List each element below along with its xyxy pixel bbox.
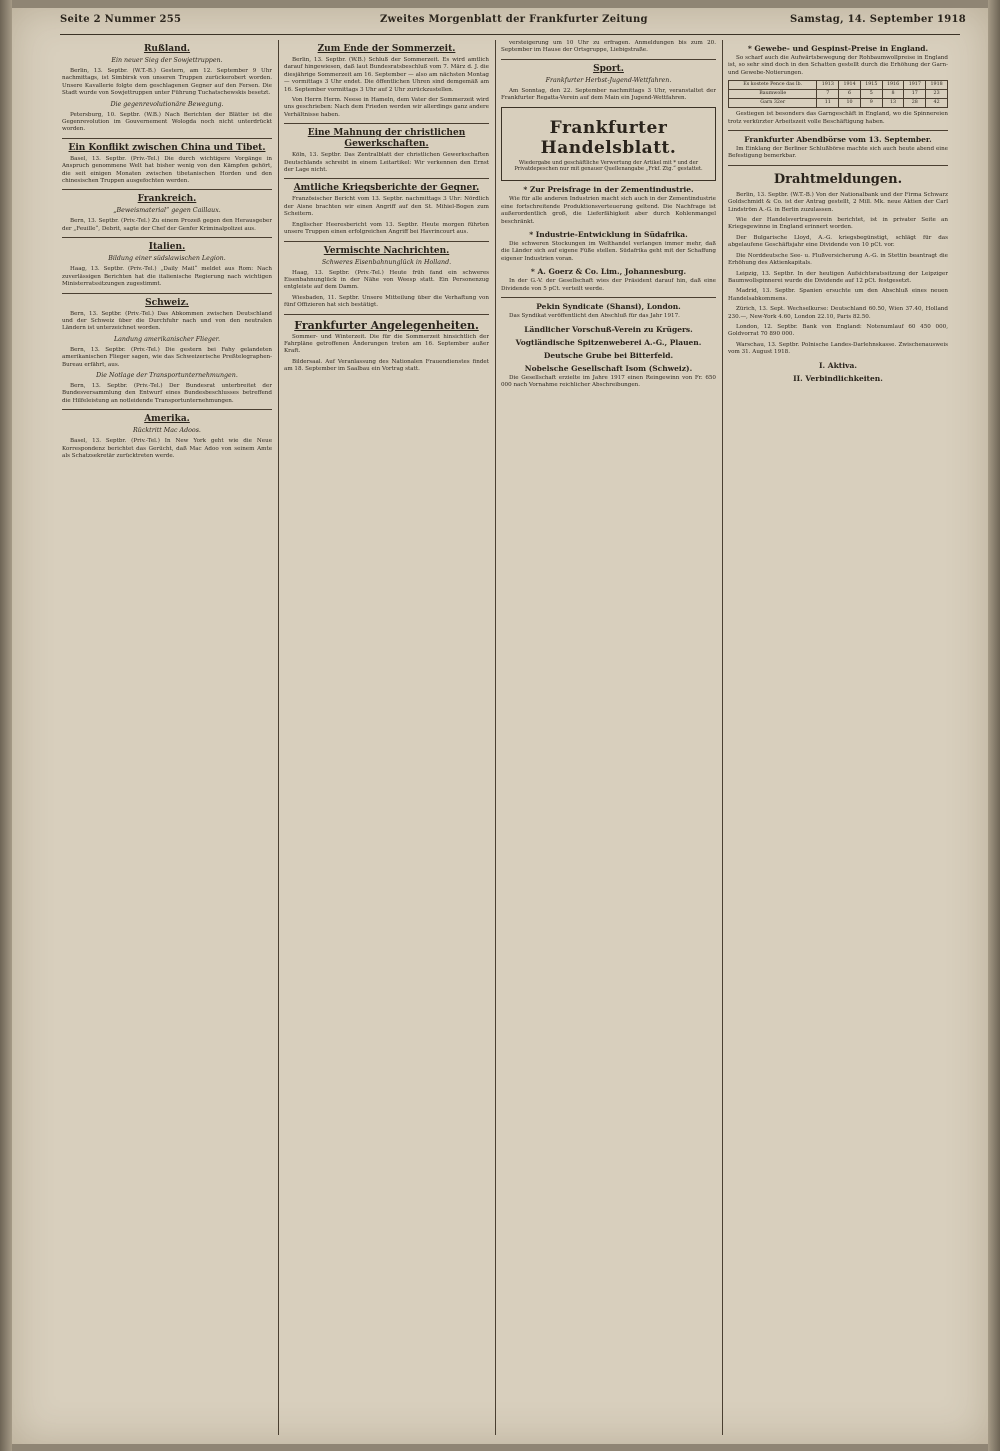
article-text: In der G.-V. der Gesellschaft wies der Präsident darauf hin, daß eine Dividende von 5 pCt. verteilt werde. [501,278,716,292]
article-text: Madrid, 13. Septbr. Spanien ersuchte um den Abschluß eines neuen Handelsabkommens. [728,288,948,302]
section-title: Vermischte Nachrichten. [323,245,450,256]
section-title: I. Aktiva. [819,360,857,370]
section-subtitle: Bildung einer südslawischen Legion. [108,255,226,263]
table-cell: 11 [817,99,839,108]
table-cell: 13 [882,99,904,108]
article-text: Haag, 13. Septbr. (Priv.-Tel.) Heute früh fand ein schweres Eisenbahnunglück in der Nähe von Weesp statt. Ein Personenzug entgleiste auf dem Damm. [284,269,489,291]
column-2 [284,40,489,1435]
section-subtitle: „Beweismaterial“ gegen Caillaux. [113,207,221,215]
article-text: Bern, 13. Septbr. (Priv.-Tel.) Zu einem Prozeß gegen den Herausgeber der „Feuille“, Debrit, sagte der Chef der Genfer Kriminalpolizei aus. [62,218,272,232]
column-1 [62,40,272,1435]
section-title: Vogtländische Spitzenweberei A.-G., Plauen. [515,337,702,347]
article-text: Berlin, 13. Septbr. (W.T.-B.) Von der Nationalbank und der Firma Schwarz Goldschmidt & Co. ist der Antrag gestellt, 2 Mill. Mk. neue Aktien der Carl Lindström A.-G. in Berlin zuzulassen. [728,191,948,213]
section-title: Schweiz. [145,297,189,308]
table-cell: 42 [926,99,948,108]
section-title: Rußland. [143,44,191,54]
table-cell: Garn 32er [729,99,817,108]
divider [284,241,489,242]
section-subtitle: Die gegenrevolutionäre Bewegung. [110,100,224,108]
table-cell: 1914 [839,81,861,90]
section-title: * Zur Preisfrage in der Zementindustrie. [523,185,694,195]
table-cell: 5 [860,90,882,99]
table-cell: 7 [817,90,839,99]
divider [501,59,716,60]
drahtmeldungen-title: Drahtmeldungen. [773,171,903,187]
divider [284,314,489,315]
section-subtitle: Frankfurter Herbst-Jugend-Wettfahren. [545,76,672,84]
article-text: Berlin, 13. Septbr. (W.T.-B.) Gestern, am 12. September 9 Uhr nachmittags, ist Simbirsk von unseren Truppen zurückerobert worden. Unsere Kavallerie folgte dem geschlagenen Gegner auf den Fersen. Die Stadt wurde von Sowjettruppen unter Führung Tuchatschewskis besetzt. [62,68,272,97]
article-text: Basel, 13. Septbr. (Priv.-Tel.) Die durch wichtigere Vorgänge in Anspruch genommene Welt hat bisher wenig von den Kämpfen gehört, die seit einigen Monaten zwischen tibetanischen Horden und den chinesischen Truppen ausgefochten werden. [62,155,272,185]
section-title: Pekin Syndicate (Shansi), London. [536,302,681,312]
table-cell: 10 [839,99,861,108]
divider [284,123,489,124]
divider [728,165,948,166]
section-title: Italien. [148,242,186,253]
section-title: * Gewebe- und Gespinst-Preise in England. [747,44,929,53]
article-text: Berlin, 13. Septbr. (W.B.) Schluß der Sommerzeit. Es wird amtlich darauf hingewiesen, daß laut Bundesratsbeschluß vom 7. März d. J. die diesjährige Sommerzeit am 16. September — also am nächsten Montag — vormittags 3 Uhr endet. Die öffentlichen Uhren sind demgemäß am 16. September vormittags 3 Uhr auf 2 Uhr zurückzustellen. [284,57,489,93]
newspaper-title: Zweites Morgenblatt der Frankfurter Zeitung [380,14,648,25]
table-cell: 1913 [817,81,839,90]
table-header-row [729,81,948,90]
price-table [728,80,948,108]
masthead [60,14,967,32]
article-text: Zürich, 13. Sept. Wechselkurse: Deutschland 60.50, Wien 37.40, Holland 230.—, New-York 4.60, London 22.10, Paris 82.50. [728,306,948,320]
article-text: Bern, 13. Septbr. (Priv.-Tel.) Das Abkommen zwischen Deutschland und der Schweiz über die Durchfuhr nach und von den neutralen Ländern ist unterzeichnet worden. [62,310,272,332]
divider [284,178,489,179]
article-text: Petersburg, 10. Septbr. (W.B.) Nach Berichten der Blätter ist die Gegenrevolution im Gouvernement Wologda noch nicht unterdrückt worden. [62,111,272,133]
article-text: Von Herrn Herm. Neese in Hameln, dem Vater der Sommerzeit wird uns geschrieben: Nach dem Frieden werden wir allerdings ganz andere Verhältnisse haben. [284,97,489,118]
table-cell: 1917 [904,81,926,90]
section-subtitle: Die Notlage der Transportunternehmungen. [96,371,238,379]
table-cell: 1918 [926,81,948,90]
column-rule [495,40,496,1435]
article-text: Am Sonntag, den 22. September nachmittags 3 Uhr, veranstaltet der Frankfurter Regatta-Verein auf dem Main ein Jugend-Wettfahren. [501,87,716,102]
article-text: Im Einklang der Berliner Schlußbörse machte sich auch heute abend eine Befestigung bemerkbar. [728,146,948,160]
article-text: Sommer- und Winterzeit. Die für die Sommerzeit hinsichtlich der Fahrpläne getroffenen Änderungen treten am 16. September außer Kraft. [284,333,489,355]
table-cell: 8 [882,90,904,99]
table-cell: 23 [926,90,948,99]
section-title: * Industrie-Entwicklung in Südafrika. [529,230,688,240]
table-cell: 17 [904,90,926,99]
article-text: Der Bulgarische Lloyd, A.-G. kriegsbegünstigt, schlägt für das abgelaufene Geschäftsjahr eine Dividende von 10 pCt. vor. [728,234,948,249]
section-title: Deutsche Grube bei Bitterfeld. [543,350,674,360]
article-text: Köln, 13. Septbr. Das Zentralblatt der christlichen Gewerkschaften Deutschlands schreibt in einem Leitartikel: Wir verkennen den Ernst der Lage nicht. [284,152,489,174]
handelsblatt-title: Frankfurter Handelsblatt. [540,117,677,158]
article-text: Die Norddeutsche See- u. Flußversicherung A.-G. in Stettin beantragt die Erhöhung des Aktienkapitals. [728,252,948,267]
table-cell: 9 [860,99,882,108]
section-title: Frankreich. [137,194,197,205]
section-title: Amerika. [144,414,190,425]
article-text: London, 12. Septbr. Bank von England: Notenumlauf 60 450 000, Goldvorrat 70 890 000. [728,323,948,338]
article-text: Bern, 13. Septbr. (Priv.-Tel.) Die gestern bei Fahy gelandeten amerikanischen Flieger sagen, wie das Schweizerische Preßtelegraphen-Bureau erfährt, aus. [62,346,272,368]
section-title: Frankfurter Angelegenheiten. [294,318,479,332]
page-number: Seite 2 Nummer 255 [60,14,182,25]
section-title: Nobelsche Gesellschaft Isom (Schweiz). [524,363,693,373]
handelsblatt-banner [501,107,716,182]
table-cell: 1916 [882,81,904,90]
table-row [729,90,948,99]
article-text: Gestiegen ist besonders das Garngeschäft in England, wo die Spinnereien trotz verkürzter Arbeitszeit volle Beschäftigung haben. [728,111,948,125]
article-text: Die schweren Stockungen im Welthandel verlangen immer mehr, daß die Länder sich auf eigene Füße stellen. Südafrika geht mit der Schaffung eigener Industrien voran. [501,241,716,262]
divider [62,237,272,238]
section-subtitle: Landung amerikanischer Flieger. [113,335,221,343]
table-cell: 28 [904,99,926,108]
section-title: Eine Mahnung der christlichen Gewerkschaften. [307,128,466,150]
article-text: Bildersaal. Auf Veranlassung des Nationalen Frauendienstes findet am 18. September im Saalbau ein Vortrag statt. [284,358,489,373]
page-edge-left [0,0,12,1451]
divider [62,293,272,294]
section-subtitle: Rücktritt Mac Adoos. [133,427,201,435]
article-text: Englischer Heeresbericht vom 13. Septbr. Heute morgen führten unsere Truppen einen erfolgreichen Angriff bei Havrincourt aus. [284,221,489,236]
article-text: Das Syndikat veröffentlicht den Abschluß für das Jahr 1917. [509,313,680,320]
article-text: Haag, 13. Septbr. (Priv.-Tel.) „Daily Mail“ meldet aus Rom: Nach zuverlässigen Berichten hat die italienische Regierung nach wichtigen Ministerratssitzungen zugestimmt. [62,266,272,288]
article-text: Bern, 13. Septbr. (Priv.-Tel.) Der Bundesrat unterbreitet der Bundesversammlung den Entwurf eines Bundesbeschlusses betreffend die Hilfeleistung an notleidende Transportunternehmungen. [62,382,272,404]
handelsblatt-note: Wiedergabe und geschäftliche Verwertung der Artikel mit * und der Privatdepeschen nur mit genauer Quellenangabe „Frkf. Ztg.“ gestattet. [514,159,703,173]
table-cell: 1915 [860,81,882,90]
section-subtitle: Ein neuer Sieg der Sowjettruppen. [111,57,223,64]
masthead-rule [60,34,960,35]
section-title: * A. Goerz & Co. Lim., Johannesburg. [530,267,687,277]
article-text: Warschau, 13. Septbr. Polnische Landes-Darlehnskasse. Zwischenausweis vom 31. August 1918. [728,341,948,356]
column-3 [501,40,716,1435]
column-4 [728,40,948,1435]
section-title: Frankfurter Abendbörse vom 13. September. [744,135,932,145]
section-title: Ländlicher Vorschuß-Verein zu Krügers. [524,324,693,334]
article-text: Die Gesellschaft erzielte im Jahre 1917 einen Reingewinn von Fr. 650 000 nach Vornahme reichlicher Abschreibungen. [501,374,716,388]
divider [62,409,272,410]
table-cell: Es kostete Pence das lb. [729,81,817,90]
article-text: Wie für alle anderen Industrien macht sich auch in der Zementindustrie eine fortschreitende Produktionsverteuerung geltend. Die Nachfrage ist außerordentlich groß, die Lieferfähigkeit aber durch Kohlenmangel beschränkt. [501,196,716,225]
table-cell: Baumwolle [729,90,817,99]
column-rule [722,40,723,1435]
section-title: Amtliche Kriegsberichte der Gegner. [293,183,480,194]
section-title: Zum Ende der Sommerzeit. [317,44,456,54]
article-text: Leipzig, 13. Septbr. In der heutigen Aufsichtsratssitzung der Leipziger Baumwollspinnerei wurde die Dividende auf 12 pCt. festgesetzt. [728,270,948,284]
divider [501,297,716,298]
article-text: Wie der Handelsvertragsverein berichtet, ist in privater Seite an Kriegsgewinne in England erinnert worden. [728,217,948,231]
article-text: So scharf auch die Aufwärtsbewegung der Rohbaumwollpreise in England ist, so sehr sind doch in den Schatten gestellt durch die Erhöhung der Garn- und Gewebe-Notierungen. [728,55,948,76]
column-rule [278,40,279,1435]
section-title: II. Verbindlichkeiten. [793,373,883,383]
divider [62,189,272,190]
article-text: Französischer Bericht vom 13. Septbr. nachmittags 3 Uhr: Nördlich der Aisne brachten wir einen Angriff auf den St. Mihiel-Bogen zum Scheitern. [284,196,489,218]
divider [728,130,948,131]
table-cell: 6 [839,90,861,99]
section-title: Sport. [593,63,624,74]
section-title: Ein Konflikt zwischen China und Tibet. [68,142,266,153]
article-text: Wiesbaden, 11. Septbr. Unsere Mitteilung über die Verhaftung von fünf Offizieren hat sich bestätigt. [284,294,489,309]
article-text: Basel, 13. Septbr. (Priv.-Tel.) In New York geht wie die Neue Korrespondenz berichtet das Gerücht, daß Mac Adoo von seinem Amte als Schatzsekretär zurücktreten werde. [62,438,272,459]
section-subtitle: Schweres Eisenbahnunglück in Holland. [321,258,452,266]
page-edge-right [988,0,1000,1451]
issue-date: Samstag, 14. September 1918 [790,14,967,25]
table-row [729,99,948,108]
divider [62,138,272,139]
article-text: versteigerung um 10 Uhr zu erfragen. Anmeldungen bis zum 20. September im Hause der Ortsgruppe, Liebigstraße. [501,40,716,54]
